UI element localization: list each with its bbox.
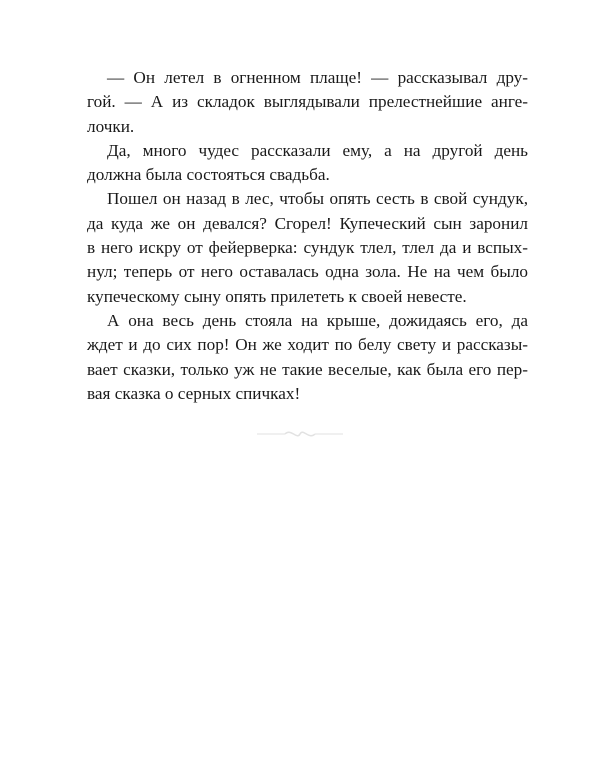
text-line: ждет и до сих пор! Он же ходит по белу свету и рассказы- <box>87 335 528 355</box>
text-line: А она весь день стояла на крыше, дожидаясь его, да <box>107 310 528 330</box>
text-line: должна была состояться свадьба. <box>87 165 330 185</box>
paragraph <box>87 309 528 406</box>
text-line: вает сказки, только уж не такие веселые, как была его пер- <box>87 359 528 379</box>
text-line: гой. — А из складок выглядывали прелестнейшие анге- <box>87 92 528 112</box>
text-line: Да, много чудес рассказали ему, а на другой день <box>107 140 528 160</box>
text-line: купеческому сыну опять прилететь к своей невесте. <box>87 286 467 306</box>
text-line: в него искру от фейерверка: сундук тлел, тлел да и вспых- <box>87 238 528 258</box>
paragraph <box>87 66 528 139</box>
paragraph <box>87 139 528 188</box>
text-line: лочки. <box>87 116 135 136</box>
page-body <box>87 66 528 406</box>
flourish-ornament-icon <box>255 428 345 440</box>
text-line: Пошел он назад в лес, чтобы опять сесть в свой сундук, <box>107 189 528 209</box>
text-line: нул; теперь от него оставалась одна зола. Не на чем было <box>87 262 528 282</box>
text-line: да куда же он девался? Сгорел! Купеческий сын заронил <box>87 213 528 233</box>
text-line: — Он летел в огненном плаще! — рассказывал дру- <box>107 68 528 87</box>
paragraph <box>87 187 528 308</box>
text-line: вая сказка о серных спичках! <box>87 383 301 403</box>
